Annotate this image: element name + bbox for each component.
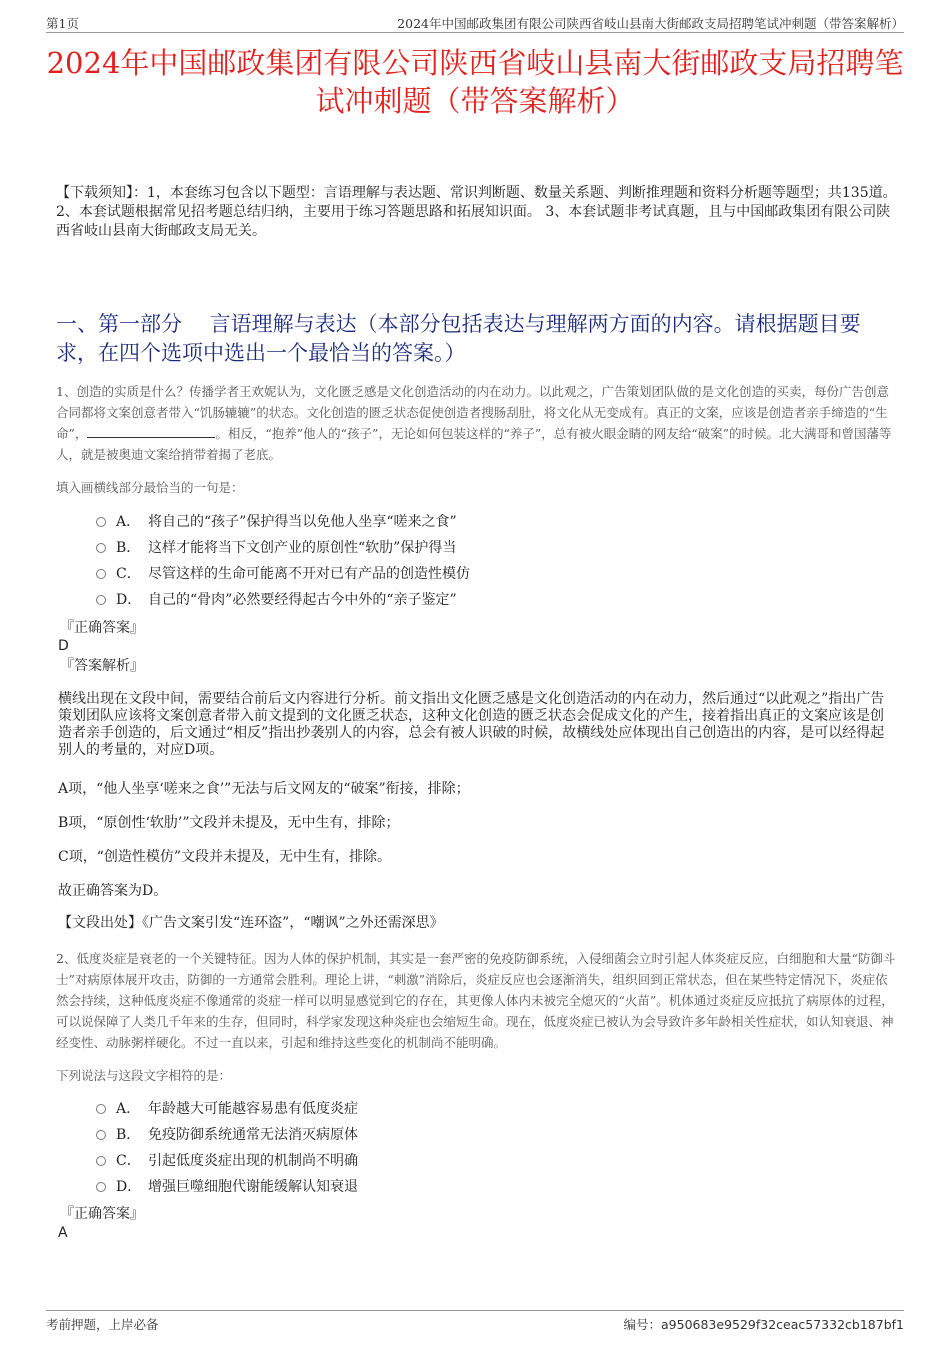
option-text: 免疫防御系统通常无法消灭病原体 — [148, 1127, 358, 1143]
option-a[interactable] — [96, 509, 470, 535]
header-doc-title: 2024年中国邮政集团有限公司陕西省岐山县南大街邮政支局招聘笔试冲刺题（带答案解析） — [397, 16, 904, 31]
answer-value: A — [58, 1225, 68, 1241]
radio-icon[interactable] — [96, 1182, 106, 1192]
option-b[interactable] — [96, 535, 470, 561]
answer-label: 『正确答案』 — [60, 620, 144, 636]
radio-icon[interactable] — [96, 1104, 106, 1114]
page-header — [46, 12, 904, 33]
page-number: 第1页 — [46, 16, 79, 31]
footer-code — [623, 1315, 904, 1333]
radio-icon[interactable] — [96, 517, 106, 527]
option-key: D． — [116, 592, 142, 608]
option-a[interactable] — [96, 1096, 358, 1122]
option-key: C． — [116, 1153, 141, 1169]
question-2-text: 2、低度炎症是衰老的一个关键特征。因为人体的保护机制，其实是一套严密的免疫防御系统，入侵细菌会立时引起人体炎症反应，白细胞和大量“防御斗士”对病原体展开攻击，防御的一方通常会胜利。理论上讲，“刺激”消除后，炎症反应也会逐渐消失，组织回到正常状态，但在某些特定情况下，炎症依然会持续，这种低度炎症不像通常的炎症一样可以明显感觉到它的存在，其更像人体内未被完全熄灭的“火苗”。机体通过炎症反应抵抗了病原体的过程，可以说保障了人类几千年来的生存，但同时，科学家发现这种炎症也会缩短生命。现在，低度炎症已被认为会导致许多年龄相关性症状，如认知衰退、神经变性、动脉粥样硬化。不过一直以来，引起和维持这些变化的机制尚不能明确。 — [56, 951, 896, 1050]
question-2-options — [96, 1096, 358, 1200]
footer-code-label: 编号： — [623, 1317, 661, 1332]
option-text: 自己的“骨肉”必然要经得起古今中外的“亲子鉴定” — [148, 592, 457, 608]
question-2-prompt: 下列说法与这段文字相符的是： — [56, 1068, 232, 1083]
section-heading: 一、第一部分 言语理解与表达（本部分包括表达与理解两方面的内容。请根据题目要求，在四个选项中选出一个最恰当的答案。） — [56, 312, 861, 365]
option-d[interactable] — [96, 587, 470, 613]
analysis-note-c: C项，“创造性模仿”文段并未提及，无中生有，排除。 — [58, 849, 392, 865]
option-text: 年龄越大可能越容易患有低度炎症 — [148, 1101, 358, 1117]
option-c[interactable] — [96, 561, 470, 587]
option-d[interactable] — [96, 1174, 358, 1200]
radio-icon[interactable] — [96, 1130, 106, 1140]
question-1-options — [96, 509, 470, 613]
option-key: C． — [116, 566, 141, 582]
footer-code-value: a950683e9529f32ceac57332cb187bf1 — [661, 1317, 904, 1332]
option-key: B． — [116, 540, 141, 556]
question-1-prompt: 填入画横线部分最恰当的一句是： — [56, 480, 244, 495]
radio-icon[interactable] — [96, 543, 106, 553]
answer-value: D — [58, 638, 69, 654]
option-key: A． — [116, 514, 141, 530]
analysis-note-a: A项，“他人坐享‘嗟来之食’”无法与后文网友的“破案”衔接，排除； — [58, 781, 470, 797]
page-footer — [46, 1310, 904, 1331]
radio-icon[interactable] — [96, 1156, 106, 1166]
radio-icon[interactable] — [96, 569, 106, 579]
option-text: 增强巨噬细胞代谢能缓解认知衰退 — [148, 1179, 358, 1195]
option-text: 尽管这样的生命可能离不开对已有产品的创造性模仿 — [148, 566, 470, 582]
option-key: B． — [116, 1127, 141, 1143]
fill-blank — [87, 425, 215, 438]
analysis-label: 『答案解析』 — [60, 658, 144, 674]
option-text: 引起低度炎症出现的机制尚不明确 — [148, 1153, 358, 1169]
analysis-conclusion: 故正确答案为D。 — [58, 883, 168, 899]
question-1-text-part-b: 。相反，“抱养”他人的“孩子”，无论如何包装这样的“养子”，总有被火眼金睛的网友给“破案”的时候。北大满哥和曾国藩等人，就是被奥迪文案给捎带着揭了老底。 — [56, 426, 892, 462]
option-c[interactable] — [96, 1148, 358, 1174]
answer-label: 『正确答案』 — [60, 1206, 144, 1222]
page-title: 2024年中国邮政集团有限公司陕西省岐山县南大街邮政支局招聘笔试冲刺题（带答案解析） — [46, 46, 904, 118]
question-1-text — [56, 381, 900, 465]
analysis-note-b: B项，“原创性‘软肋’”文段并未提及，无中生有，排除； — [58, 815, 400, 831]
option-text: 这样才能将当下文创产业的原创性“软肋”保护得当 — [148, 540, 457, 556]
footer-slogan: 考前押题，上岸必备 — [46, 1317, 159, 1332]
question-1-text-part-a: 1、创造的实质是什么？传播学者王欢妮认为，文化匮乏感是文化创造活动的内在动力。以此观之，广告策划团队做的是文化创造的买卖，每份广告创意合同都将文案创意者带入“饥肠辘辘”的状态。文化创造的匮乏状态促使创造者搜肠刮肚，将文化从无变成有。真正的文案，应该是创造者亲手缔造的“生命”， — [56, 384, 889, 441]
analysis-text: 横线出现在文段中间，需要结合前后文内容进行分析。前文指出文化匮乏感是文化创造活动的内在动力，然后通过“以此观之”指出广告策划团队应该将文案创意者带入前文提到的文化匮乏状态，这种文化创造的匮乏状态会促成文化的产生，接着指出真正的文案应该是创造者亲手创造的，后文通过“相反”指出抄袭别人的内容，总会有被人识破的时候，故横线处应体现出自己创造出的内容，是可以经得起别人的考量的，对应D项。 — [58, 691, 885, 758]
radio-icon[interactable] — [96, 595, 106, 605]
option-key: D． — [116, 1179, 142, 1195]
download-notice: 【下载须知】：1，本套练习包含以下题型：言语理解与表达题、常识判断题、数量关系题、判断推理题和资料分析题等题型；共135道。 2、本套试题根据常见招考题总结归纳，主要用于练习答题思路和拓展知识面。 3、本套试题非考试真题，且与中国邮政集团有限公司陕西省岐山县南大街邮政支局无关。 — [56, 185, 897, 239]
option-key: A． — [116, 1101, 141, 1117]
option-text: 将自己的“孩子”保护得当以免他人坐享“嗟来之食” — [148, 514, 457, 530]
option-b[interactable] — [96, 1122, 358, 1148]
source-citation: 【文段出处】《广告文案引发“连环盗”，“嘲讽”之外还需深思》 — [58, 915, 444, 931]
